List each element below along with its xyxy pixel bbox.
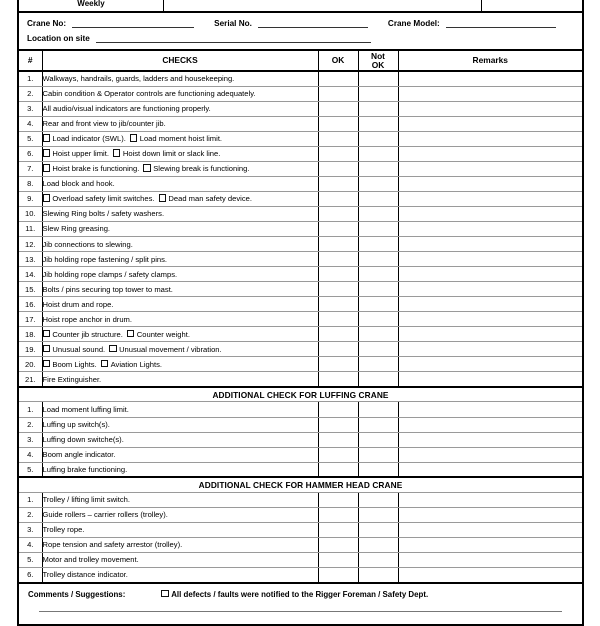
location-on-site-field[interactable] bbox=[96, 33, 371, 43]
not-ok-cell[interactable] bbox=[358, 146, 398, 161]
row-number: 21. bbox=[18, 372, 42, 387]
section-band bbox=[18, 477, 583, 492]
declaration-checkbox[interactable] bbox=[161, 590, 168, 597]
remarks-cell[interactable] bbox=[398, 567, 583, 582]
not-ok-cell[interactable] bbox=[358, 342, 398, 357]
ok-cell[interactable] bbox=[318, 312, 358, 327]
ok-cell[interactable] bbox=[318, 237, 358, 252]
not-ok-cell[interactable] bbox=[358, 221, 398, 236]
row-number: 18. bbox=[18, 327, 42, 342]
row-number: 12. bbox=[18, 237, 42, 252]
row-number: 4. bbox=[18, 447, 42, 462]
row-check-description: Cabin condition & Operator controls are functioning adequately. bbox=[42, 86, 318, 101]
row-check-description bbox=[42, 342, 318, 357]
not-ok-cell[interactable] bbox=[358, 297, 398, 312]
inspection-table-body bbox=[18, 71, 583, 583]
check-item-label: Counter jib structure. bbox=[52, 329, 123, 339]
row-check-description: Jib holding rope clamps / safety clamps. bbox=[42, 267, 318, 282]
row-check-description: Bolts / pins securing top tower to mast. bbox=[42, 282, 318, 297]
table-row bbox=[18, 522, 583, 537]
ok-cell[interactable] bbox=[318, 116, 358, 131]
row-number: 1. bbox=[18, 402, 42, 417]
row-check-description: Jib holding rope fastening / split pins. bbox=[42, 252, 318, 267]
remarks-cell[interactable] bbox=[398, 357, 583, 372]
ok-cell[interactable] bbox=[318, 71, 358, 86]
ok-cell[interactable] bbox=[318, 342, 358, 357]
ok-cell[interactable] bbox=[318, 552, 358, 567]
table-row bbox=[18, 86, 583, 101]
ok-cell[interactable] bbox=[318, 357, 358, 372]
remarks-cell[interactable] bbox=[398, 282, 583, 297]
not-ok-cell[interactable] bbox=[358, 267, 398, 282]
row-check-description bbox=[42, 161, 318, 176]
remarks-cell[interactable] bbox=[398, 131, 583, 146]
not-ok-cell[interactable] bbox=[358, 432, 398, 447]
table-row bbox=[18, 221, 583, 236]
ok-cell[interactable] bbox=[318, 86, 358, 101]
row-number: 11. bbox=[18, 221, 42, 236]
table-row bbox=[18, 146, 583, 161]
top-partial-row bbox=[17, 0, 584, 13]
table-row bbox=[18, 537, 583, 552]
remarks-cell[interactable] bbox=[398, 176, 583, 191]
table-row bbox=[18, 206, 583, 221]
row-check-description: Boom angle indicator. bbox=[42, 447, 318, 462]
check-item-label: Hoist brake is functioning. bbox=[52, 164, 140, 174]
table-row bbox=[18, 372, 583, 387]
table-row bbox=[18, 417, 583, 432]
identification-row-1 bbox=[19, 18, 582, 28]
header-remarks: Remarks bbox=[398, 51, 583, 71]
remarks-cell[interactable] bbox=[398, 417, 583, 432]
remarks-cell[interactable] bbox=[398, 402, 583, 417]
table-row bbox=[18, 297, 583, 312]
top-partial-middle-cell bbox=[164, 0, 482, 11]
check-item-label: Counter weight. bbox=[136, 329, 190, 339]
not-ok-cell[interactable] bbox=[358, 357, 398, 372]
check-item-label: Unusual movement / vibration. bbox=[119, 344, 222, 354]
ok-cell[interactable] bbox=[318, 161, 358, 176]
check-item-checkbox[interactable] bbox=[43, 149, 50, 156]
row-number: 8. bbox=[18, 176, 42, 191]
remarks-cell[interactable] bbox=[398, 221, 583, 236]
ok-cell[interactable] bbox=[318, 507, 358, 522]
table-row bbox=[18, 432, 583, 447]
identification-block bbox=[17, 13, 584, 51]
table-row bbox=[18, 282, 583, 297]
row-number: 3. bbox=[18, 522, 42, 537]
remarks-cell[interactable] bbox=[398, 161, 583, 176]
table-row bbox=[18, 252, 583, 267]
not-ok-cell[interactable] bbox=[358, 86, 398, 101]
header-ok: OK bbox=[318, 51, 358, 71]
check-item-label: Load indicator (SWL). bbox=[52, 134, 126, 144]
remarks-cell[interactable] bbox=[398, 342, 583, 357]
check-item-checkbox[interactable] bbox=[159, 194, 166, 201]
row-number: 5. bbox=[18, 462, 42, 477]
table-row bbox=[18, 312, 583, 327]
not-ok-cell[interactable] bbox=[358, 312, 398, 327]
ok-cell[interactable] bbox=[318, 191, 358, 206]
table-row bbox=[18, 567, 583, 582]
check-item-label: Unusual sound. bbox=[52, 344, 106, 354]
not-ok-cell[interactable] bbox=[358, 552, 398, 567]
not-ok-cell[interactable] bbox=[358, 417, 398, 432]
row-check-description: Load block and hook. bbox=[42, 176, 318, 191]
inspection-table bbox=[17, 51, 584, 584]
declaration-label: All defects / faults were notified to the Rigger Foreman / Safety Dept. bbox=[171, 589, 429, 599]
check-item-checkbox[interactable] bbox=[130, 134, 137, 141]
row-check-description: Trolley distance indicator. bbox=[42, 567, 318, 582]
row-check-description: Walkways, handrails, guards, ladders and housekeeping. bbox=[42, 71, 318, 86]
ok-cell[interactable] bbox=[318, 297, 358, 312]
table-row bbox=[18, 342, 583, 357]
row-number: 19. bbox=[18, 342, 42, 357]
comments-footer bbox=[17, 584, 584, 626]
not-ok-cell[interactable] bbox=[358, 447, 398, 462]
remarks-cell[interactable] bbox=[398, 191, 583, 206]
row-number: 13. bbox=[18, 252, 42, 267]
row-check-description bbox=[42, 146, 318, 161]
top-partial-label: Weekly bbox=[19, 0, 164, 11]
ok-cell[interactable] bbox=[318, 101, 358, 116]
serial-no-label: Serial No. bbox=[214, 19, 252, 28]
check-item-label: Hoist down limit or slack line. bbox=[122, 149, 221, 159]
not-ok-cell[interactable] bbox=[358, 206, 398, 221]
ok-cell[interactable] bbox=[318, 131, 358, 146]
not-ok-cell[interactable] bbox=[358, 191, 398, 206]
ok-cell[interactable] bbox=[318, 567, 358, 582]
row-number: 4. bbox=[18, 116, 42, 131]
header-number: # bbox=[18, 51, 42, 71]
check-item-checkbox[interactable] bbox=[43, 345, 50, 352]
row-check-description: Rear and front view to jib/counter jib. bbox=[42, 116, 318, 131]
remarks-cell[interactable] bbox=[398, 101, 583, 116]
ok-cell[interactable] bbox=[318, 176, 358, 191]
remarks-cell[interactable] bbox=[398, 116, 583, 131]
table-row bbox=[18, 116, 583, 131]
row-number: 2. bbox=[18, 86, 42, 101]
section-band-title: ADDITIONAL CHECK FOR LUFFING CRANE bbox=[18, 387, 583, 402]
table-row bbox=[18, 402, 583, 417]
not-ok-cell[interactable] bbox=[358, 131, 398, 146]
table-row bbox=[18, 552, 583, 567]
remarks-cell[interactable] bbox=[398, 372, 583, 387]
table-row bbox=[18, 237, 583, 252]
remarks-cell[interactable] bbox=[398, 86, 583, 101]
row-number: 2. bbox=[18, 417, 42, 432]
identification-row-2 bbox=[19, 33, 582, 43]
header-not-ok-line2: OK bbox=[371, 59, 385, 70]
check-item-label: Aviation Lights. bbox=[110, 359, 162, 369]
row-number: 20. bbox=[18, 357, 42, 372]
ok-cell[interactable] bbox=[318, 267, 358, 282]
table-row bbox=[18, 462, 583, 477]
check-item-checkbox[interactable] bbox=[143, 164, 150, 171]
ok-cell[interactable] bbox=[318, 537, 358, 552]
not-ok-cell[interactable] bbox=[358, 252, 398, 267]
section-band-title: ADDITIONAL CHECK FOR HAMMER HEAD CRANE bbox=[18, 477, 583, 492]
ok-cell[interactable] bbox=[318, 492, 358, 507]
comment-line-2[interactable] bbox=[39, 611, 562, 612]
check-item-label: Hoist upper limit. bbox=[52, 149, 109, 159]
check-item-label: Boom Lights. bbox=[52, 359, 97, 369]
crane-no-field[interactable] bbox=[72, 18, 194, 28]
comments-label: Comments / Suggestions: bbox=[28, 589, 126, 599]
not-ok-cell[interactable] bbox=[358, 71, 398, 86]
remarks-cell[interactable] bbox=[398, 237, 583, 252]
location-on-site-label: Location on site bbox=[27, 34, 90, 43]
remarks-cell[interactable] bbox=[398, 537, 583, 552]
row-number: 5. bbox=[18, 552, 42, 567]
row-number: 4. bbox=[18, 537, 42, 552]
row-check-description: Motor and trolley movement. bbox=[42, 552, 318, 567]
remarks-cell[interactable] bbox=[398, 206, 583, 221]
ok-cell[interactable] bbox=[318, 146, 358, 161]
ok-cell[interactable] bbox=[318, 447, 358, 462]
row-check-description: Guide rollers – carrier rollers (trolley). bbox=[42, 507, 318, 522]
remarks-cell[interactable] bbox=[398, 297, 583, 312]
not-ok-cell[interactable] bbox=[358, 402, 398, 417]
row-number: 10. bbox=[18, 206, 42, 221]
ok-cell[interactable] bbox=[318, 252, 358, 267]
serial-no-field[interactable] bbox=[258, 18, 368, 28]
row-check-description bbox=[42, 327, 318, 342]
ok-cell[interactable] bbox=[318, 327, 358, 342]
row-check-description: All audio/visual indicators are functioning properly. bbox=[42, 101, 318, 116]
ok-cell[interactable] bbox=[318, 432, 358, 447]
ok-cell[interactable] bbox=[318, 206, 358, 221]
row-number: 9. bbox=[18, 191, 42, 206]
table-row bbox=[18, 327, 583, 342]
table-row bbox=[18, 176, 583, 191]
row-check-description: Luffing up switch(s). bbox=[42, 417, 318, 432]
row-check-description: Load moment luffing limit. bbox=[42, 402, 318, 417]
remarks-cell[interactable] bbox=[398, 252, 583, 267]
row-check-description: Slewing Ring bolts / safety washers. bbox=[42, 206, 318, 221]
remarks-cell[interactable] bbox=[398, 267, 583, 282]
not-ok-cell[interactable] bbox=[358, 116, 398, 131]
not-ok-cell[interactable] bbox=[358, 492, 398, 507]
table-row bbox=[18, 131, 583, 146]
row-number: 3. bbox=[18, 101, 42, 116]
remarks-cell[interactable] bbox=[398, 146, 583, 161]
check-item-checkbox[interactable] bbox=[43, 134, 50, 141]
check-item-label: Load moment hoist limit. bbox=[139, 134, 223, 144]
row-check-description: Hoist rope anchor in drum. bbox=[42, 312, 318, 327]
row-check-description: Hoist drum and rope. bbox=[42, 297, 318, 312]
ok-cell[interactable] bbox=[318, 282, 358, 297]
check-item-checkbox[interactable] bbox=[113, 149, 120, 156]
row-number: 2. bbox=[18, 507, 42, 522]
header-checks: CHECKS bbox=[42, 51, 318, 71]
table-row bbox=[18, 71, 583, 86]
not-ok-cell[interactable] bbox=[358, 522, 398, 537]
table-header-row bbox=[18, 51, 583, 71]
row-number: 15. bbox=[18, 282, 42, 297]
row-check-description: Slew Ring greasing. bbox=[42, 221, 318, 236]
check-item-label: Overload safety limit switches. bbox=[52, 194, 155, 204]
not-ok-cell[interactable] bbox=[358, 537, 398, 552]
header-not-ok bbox=[358, 51, 398, 71]
check-item-checkbox[interactable] bbox=[43, 360, 50, 367]
crane-no-label: Crane No: bbox=[27, 19, 67, 28]
row-check-description: Trolley / lifting limit switch. bbox=[42, 492, 318, 507]
row-check-description: Rope tension and safety arrestor (trolley). bbox=[42, 537, 318, 552]
check-item-checkbox[interactable] bbox=[43, 164, 50, 171]
table-row bbox=[18, 357, 583, 372]
remarks-cell[interactable] bbox=[398, 507, 583, 522]
check-item-label: Slewing break is functioning. bbox=[153, 164, 250, 174]
row-number: 3. bbox=[18, 432, 42, 447]
row-check-description: Jib connections to slewing. bbox=[42, 237, 318, 252]
ok-cell[interactable] bbox=[318, 522, 358, 537]
not-ok-cell[interactable] bbox=[358, 507, 398, 522]
row-number: 17. bbox=[18, 312, 42, 327]
row-number: 16. bbox=[18, 297, 42, 312]
section-band bbox=[18, 387, 583, 402]
remarks-cell[interactable] bbox=[398, 492, 583, 507]
crane-model-label: Crane Model: bbox=[387, 19, 440, 28]
row-check-description: Fire Extinguisher. bbox=[42, 372, 318, 387]
ok-cell[interactable] bbox=[318, 221, 358, 236]
row-number: 14. bbox=[18, 267, 42, 282]
remarks-cell[interactable] bbox=[398, 522, 583, 537]
remarks-cell[interactable] bbox=[398, 71, 583, 86]
not-ok-cell[interactable] bbox=[358, 327, 398, 342]
row-number: 5. bbox=[18, 131, 42, 146]
remarks-cell[interactable] bbox=[398, 327, 583, 342]
check-item-checkbox[interactable] bbox=[43, 330, 50, 337]
not-ok-cell[interactable] bbox=[358, 161, 398, 176]
check-item-checkbox[interactable] bbox=[109, 345, 116, 352]
row-check-description bbox=[42, 131, 318, 146]
table-row bbox=[18, 161, 583, 176]
row-number: 6. bbox=[18, 146, 42, 161]
header-not-ok-line1: Not bbox=[371, 50, 385, 61]
not-ok-cell[interactable] bbox=[358, 101, 398, 116]
table-row bbox=[18, 101, 583, 116]
row-number: 6. bbox=[18, 567, 42, 582]
not-ok-cell[interactable] bbox=[358, 372, 398, 387]
declaration-text-wrap bbox=[161, 590, 428, 599]
not-ok-cell[interactable] bbox=[358, 567, 398, 582]
row-number: 1. bbox=[18, 71, 42, 86]
row-check-description: Luffing brake functioning. bbox=[42, 462, 318, 477]
not-ok-cell[interactable] bbox=[358, 282, 398, 297]
remarks-cell[interactable] bbox=[398, 312, 583, 327]
crane-model-field[interactable] bbox=[446, 18, 556, 28]
not-ok-cell[interactable] bbox=[358, 237, 398, 252]
remarks-cell[interactable] bbox=[398, 552, 583, 567]
check-item-checkbox[interactable] bbox=[127, 330, 134, 337]
row-check-description: Luffing down switche(s). bbox=[42, 432, 318, 447]
ok-cell[interactable] bbox=[318, 417, 358, 432]
not-ok-cell[interactable] bbox=[358, 176, 398, 191]
row-number: 1. bbox=[18, 492, 42, 507]
ok-cell[interactable] bbox=[318, 402, 358, 417]
remarks-cell[interactable] bbox=[398, 462, 583, 477]
remarks-cell[interactable] bbox=[398, 432, 583, 447]
table-row bbox=[18, 492, 583, 507]
table-row bbox=[18, 267, 583, 282]
table-row bbox=[18, 507, 583, 522]
remarks-cell[interactable] bbox=[398, 447, 583, 462]
ok-cell[interactable] bbox=[318, 372, 358, 387]
check-item-checkbox[interactable] bbox=[43, 194, 50, 201]
not-ok-cell[interactable] bbox=[358, 462, 398, 477]
table-row bbox=[18, 191, 583, 206]
row-number: 7. bbox=[18, 161, 42, 176]
top-partial-right-cell bbox=[482, 0, 582, 11]
row-check-description bbox=[42, 191, 318, 206]
check-item-checkbox[interactable] bbox=[101, 360, 108, 367]
check-item-label: Dead man safety device. bbox=[168, 194, 252, 204]
table-row bbox=[18, 447, 583, 462]
row-check-description bbox=[42, 357, 318, 372]
ok-cell[interactable] bbox=[318, 462, 358, 477]
row-check-description: Trolley rope. bbox=[42, 522, 318, 537]
